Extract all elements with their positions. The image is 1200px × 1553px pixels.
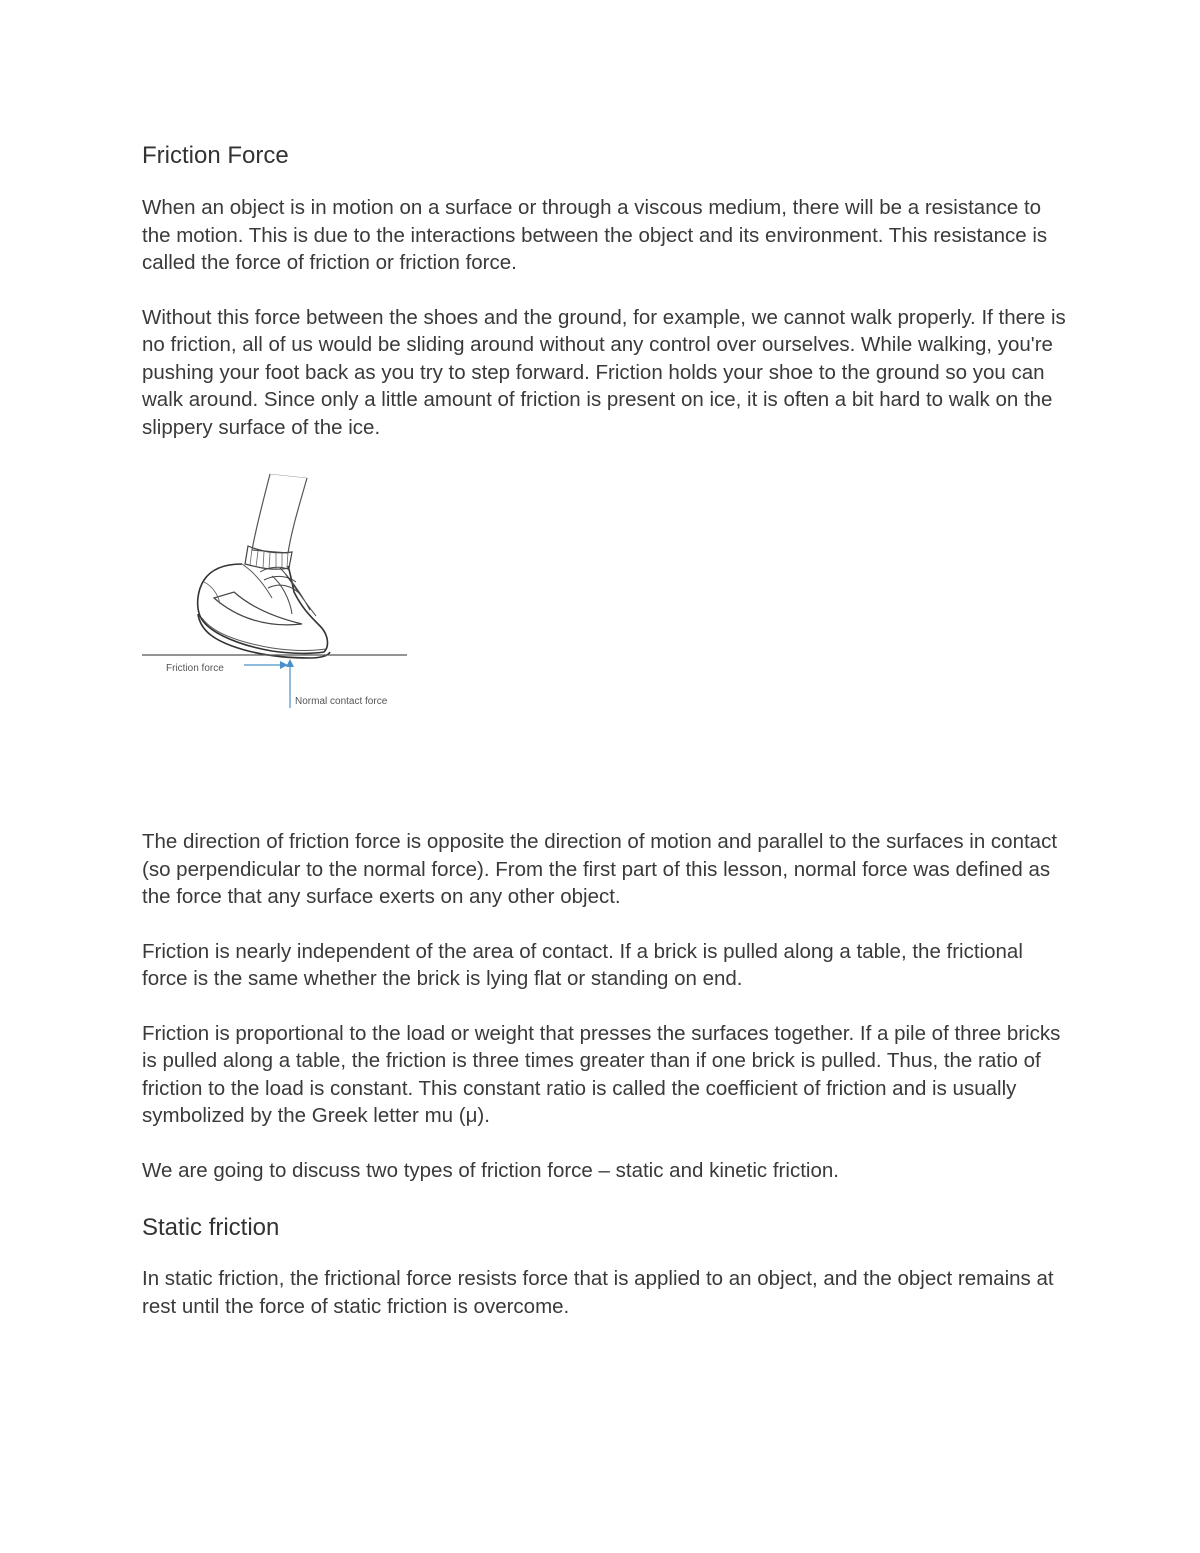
intro-paragraph-2: Without this force between the shoes and the ground, for example, we cannot walk properly. If there is no friction, all of us would be sliding around without any control over ourselves. While walking, you're pushing your foot back as you try to step forward. Friction holds your shoe to the ground so you can walk around. Since only a little amount of friction is present on ice, it is often a bit hard to walk on the slippery surface of the ice.: [142, 305, 1066, 439]
static-friction-heading: Static friction: [142, 1214, 280, 1241]
static-friction-paragraph: In static friction, the frictional force resists force that is applied to an object, and the object remains at rest until the force of static friction is overcome.: [142, 1267, 1054, 1318]
body-paragraph-4: We are going to discuss two types of friction force – static and kinetic friction.: [142, 1158, 839, 1182]
intro-paragraph-1: When an object is in motion on a surface or through a viscous medium, there will be a resistance to the motion. This is due to the interactions between the object and its environment. This resistance is called the force of friction or friction force.: [142, 196, 1048, 274]
page-title: Friction Force: [142, 142, 289, 169]
friction-force-label: Friction force: [166, 663, 224, 674]
body-paragraph-3: Friction is proportional to the load or weight that presses the surfaces together. If a pile of three bricks is pulled along a table, the friction is three times greater than if one brick is pulled. Thus, the ratio of friction to the load is constant. This constant ratio is called the coefficient of friction and is usually symbolized by the Greek letter mu (μ).: [142, 1021, 1061, 1127]
shoe-friction-figure: [142, 468, 412, 718]
shoe-illustration: [142, 468, 412, 718]
body-paragraph-1: The direction of friction force is opposite the direction of motion and parallel to the surfaces in contact (so perpendicular to the normal force). From the first part of this lesson, normal force was defined as the force that any surface exerts on any other object.: [142, 830, 1058, 908]
document-page: [142, 138, 1072, 1347]
normal-force-label: Normal contact force: [295, 696, 388, 707]
body-paragraph-2: Friction is nearly independent of the area of contact. If a brick is pulled along a table, the frictional force is the same whether the brick is lying flat or standing on end.: [142, 939, 1023, 990]
